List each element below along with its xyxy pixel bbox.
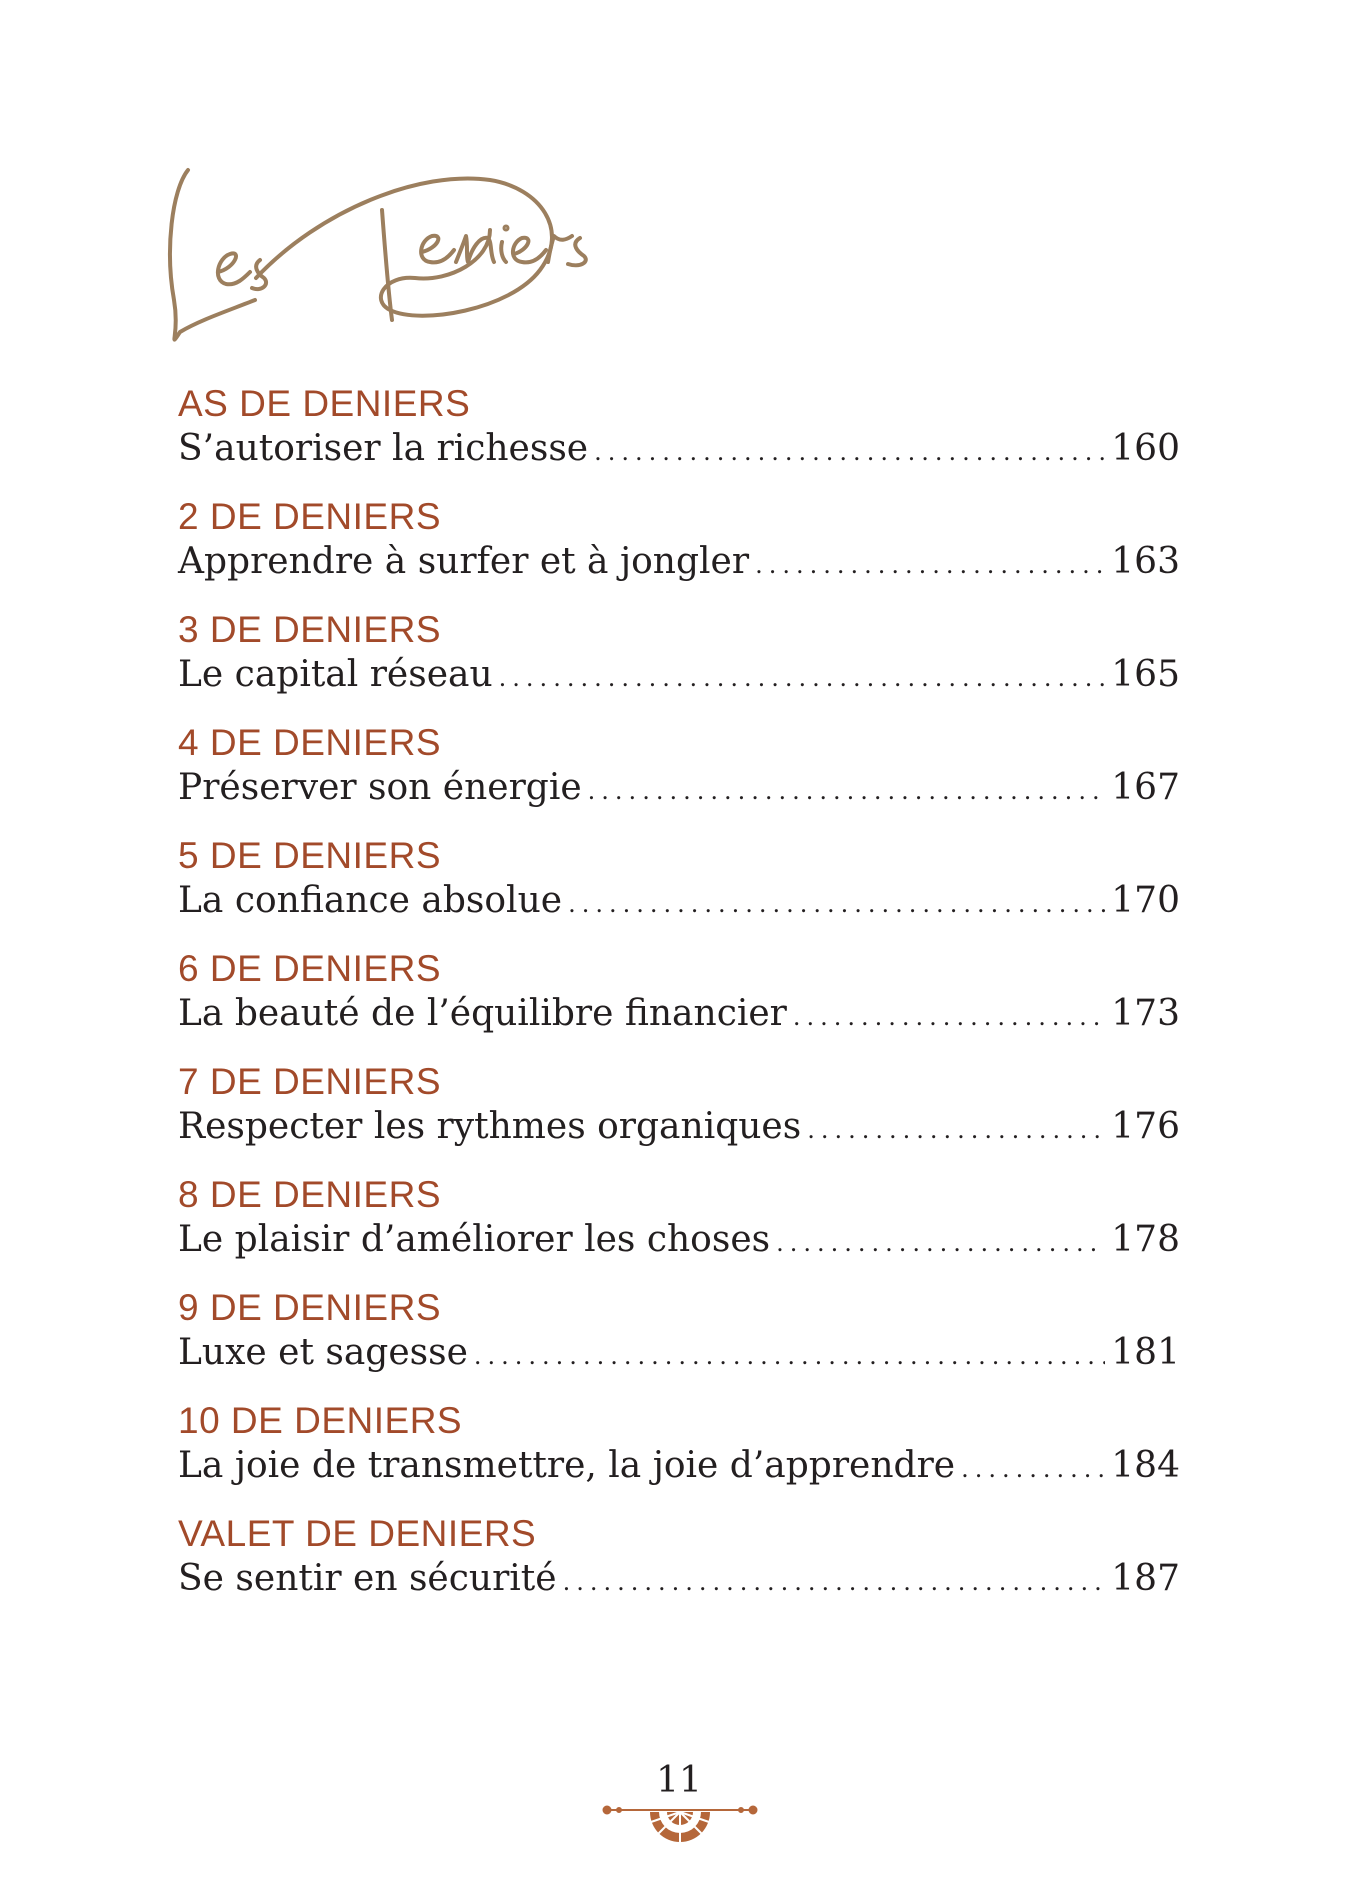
- toc-entry[interactable]: [178, 948, 1180, 1061]
- entry-title: La beauté de l’équilibre financier: [178, 993, 787, 1034]
- dot-leader: [474, 1332, 1105, 1380]
- page-ref: 165: [1111, 654, 1180, 695]
- sun-divider-icon: [595, 1800, 765, 1850]
- toc-line: [178, 1329, 1180, 1379]
- toc-line: [178, 1555, 1180, 1605]
- toc-line: [178, 1442, 1180, 1492]
- entry-title: Préserver son énergie: [178, 767, 582, 808]
- dot-leader: [563, 1558, 1106, 1606]
- card-name: VALET DE DENIERS: [178, 1513, 537, 1554]
- page-ref: 187: [1111, 1558, 1180, 1599]
- toc-entry[interactable]: [178, 835, 1180, 948]
- toc-entry[interactable]: [178, 1287, 1180, 1400]
- entry-title: La confiance absolue: [178, 880, 563, 921]
- dot-leader: [776, 1219, 1105, 1267]
- page-ref: 178: [1111, 1219, 1180, 1260]
- toc-entry[interactable]: [178, 609, 1180, 722]
- dot-leader: [755, 541, 1105, 589]
- card-name: 10 DE DENIERS: [178, 1400, 463, 1441]
- toc-line: [178, 538, 1180, 588]
- page-ref: 176: [1111, 1106, 1180, 1147]
- card-name: 5 DE DENIERS: [178, 835, 442, 876]
- page-ref: 173: [1111, 993, 1180, 1034]
- page-ref: 160: [1111, 428, 1180, 469]
- entry-title: Apprendre à surfer et à jongler: [178, 541, 750, 582]
- dot-leader: [499, 654, 1106, 702]
- toc-entry[interactable]: [178, 1061, 1180, 1174]
- toc-entry[interactable]: [178, 383, 1180, 496]
- entry-title: Se sentir en sécurité: [178, 1558, 557, 1599]
- toc-entry[interactable]: [178, 722, 1180, 835]
- dot-leader: [793, 993, 1105, 1041]
- entry-title: Le capital réseau: [178, 654, 493, 695]
- page-ref: 181: [1111, 1332, 1180, 1373]
- card-name: 3 DE DENIERS: [178, 609, 442, 650]
- card-name: 4 DE DENIERS: [178, 722, 442, 763]
- page-ref: 167: [1111, 767, 1180, 808]
- dot-leader: [588, 767, 1106, 815]
- entry-title: Le plaisir d’améliorer les choses: [178, 1219, 771, 1260]
- toc-line: [178, 877, 1180, 927]
- entry-title: Respecter les rythmes organiques: [178, 1106, 802, 1147]
- table-of-contents: [178, 383, 1180, 1626]
- card-name: AS DE DENIERS: [178, 383, 471, 424]
- toc-entry[interactable]: [178, 1174, 1180, 1287]
- toc-entry[interactable]: [178, 1400, 1180, 1513]
- toc-line: [178, 651, 1180, 701]
- page-ref: 184: [1111, 1445, 1180, 1486]
- entry-title: S’autoriser la richesse: [178, 428, 589, 469]
- page-number: 11: [656, 1760, 702, 1801]
- toc-entry[interactable]: [178, 496, 1180, 609]
- dot-leader: [594, 428, 1105, 476]
- entry-title: Luxe et sagesse: [178, 1332, 468, 1373]
- page-ref: 163: [1111, 541, 1180, 582]
- card-name: 6 DE DENIERS: [178, 948, 442, 989]
- card-name: 8 DE DENIERS: [178, 1174, 442, 1215]
- toc-line: [178, 990, 1180, 1040]
- toc-line: [178, 1103, 1180, 1153]
- dot-leader: [961, 1445, 1105, 1493]
- dot-leader: [807, 1106, 1105, 1154]
- toc-entry[interactable]: [178, 1513, 1180, 1626]
- card-name: 2 DE DENIERS: [178, 496, 442, 537]
- entry-title: La joie de transmettre, la joie d’apprendre: [178, 1445, 956, 1486]
- section-title: [160, 150, 720, 360]
- toc-line: [178, 764, 1180, 814]
- toc-line: [178, 1216, 1180, 1266]
- card-name: 9 DE DENIERS: [178, 1287, 442, 1328]
- card-name: 7 DE DENIERS: [178, 1061, 442, 1102]
- toc-line: [178, 425, 1180, 475]
- page-ref: 170: [1111, 880, 1180, 921]
- dot-leader: [568, 880, 1105, 928]
